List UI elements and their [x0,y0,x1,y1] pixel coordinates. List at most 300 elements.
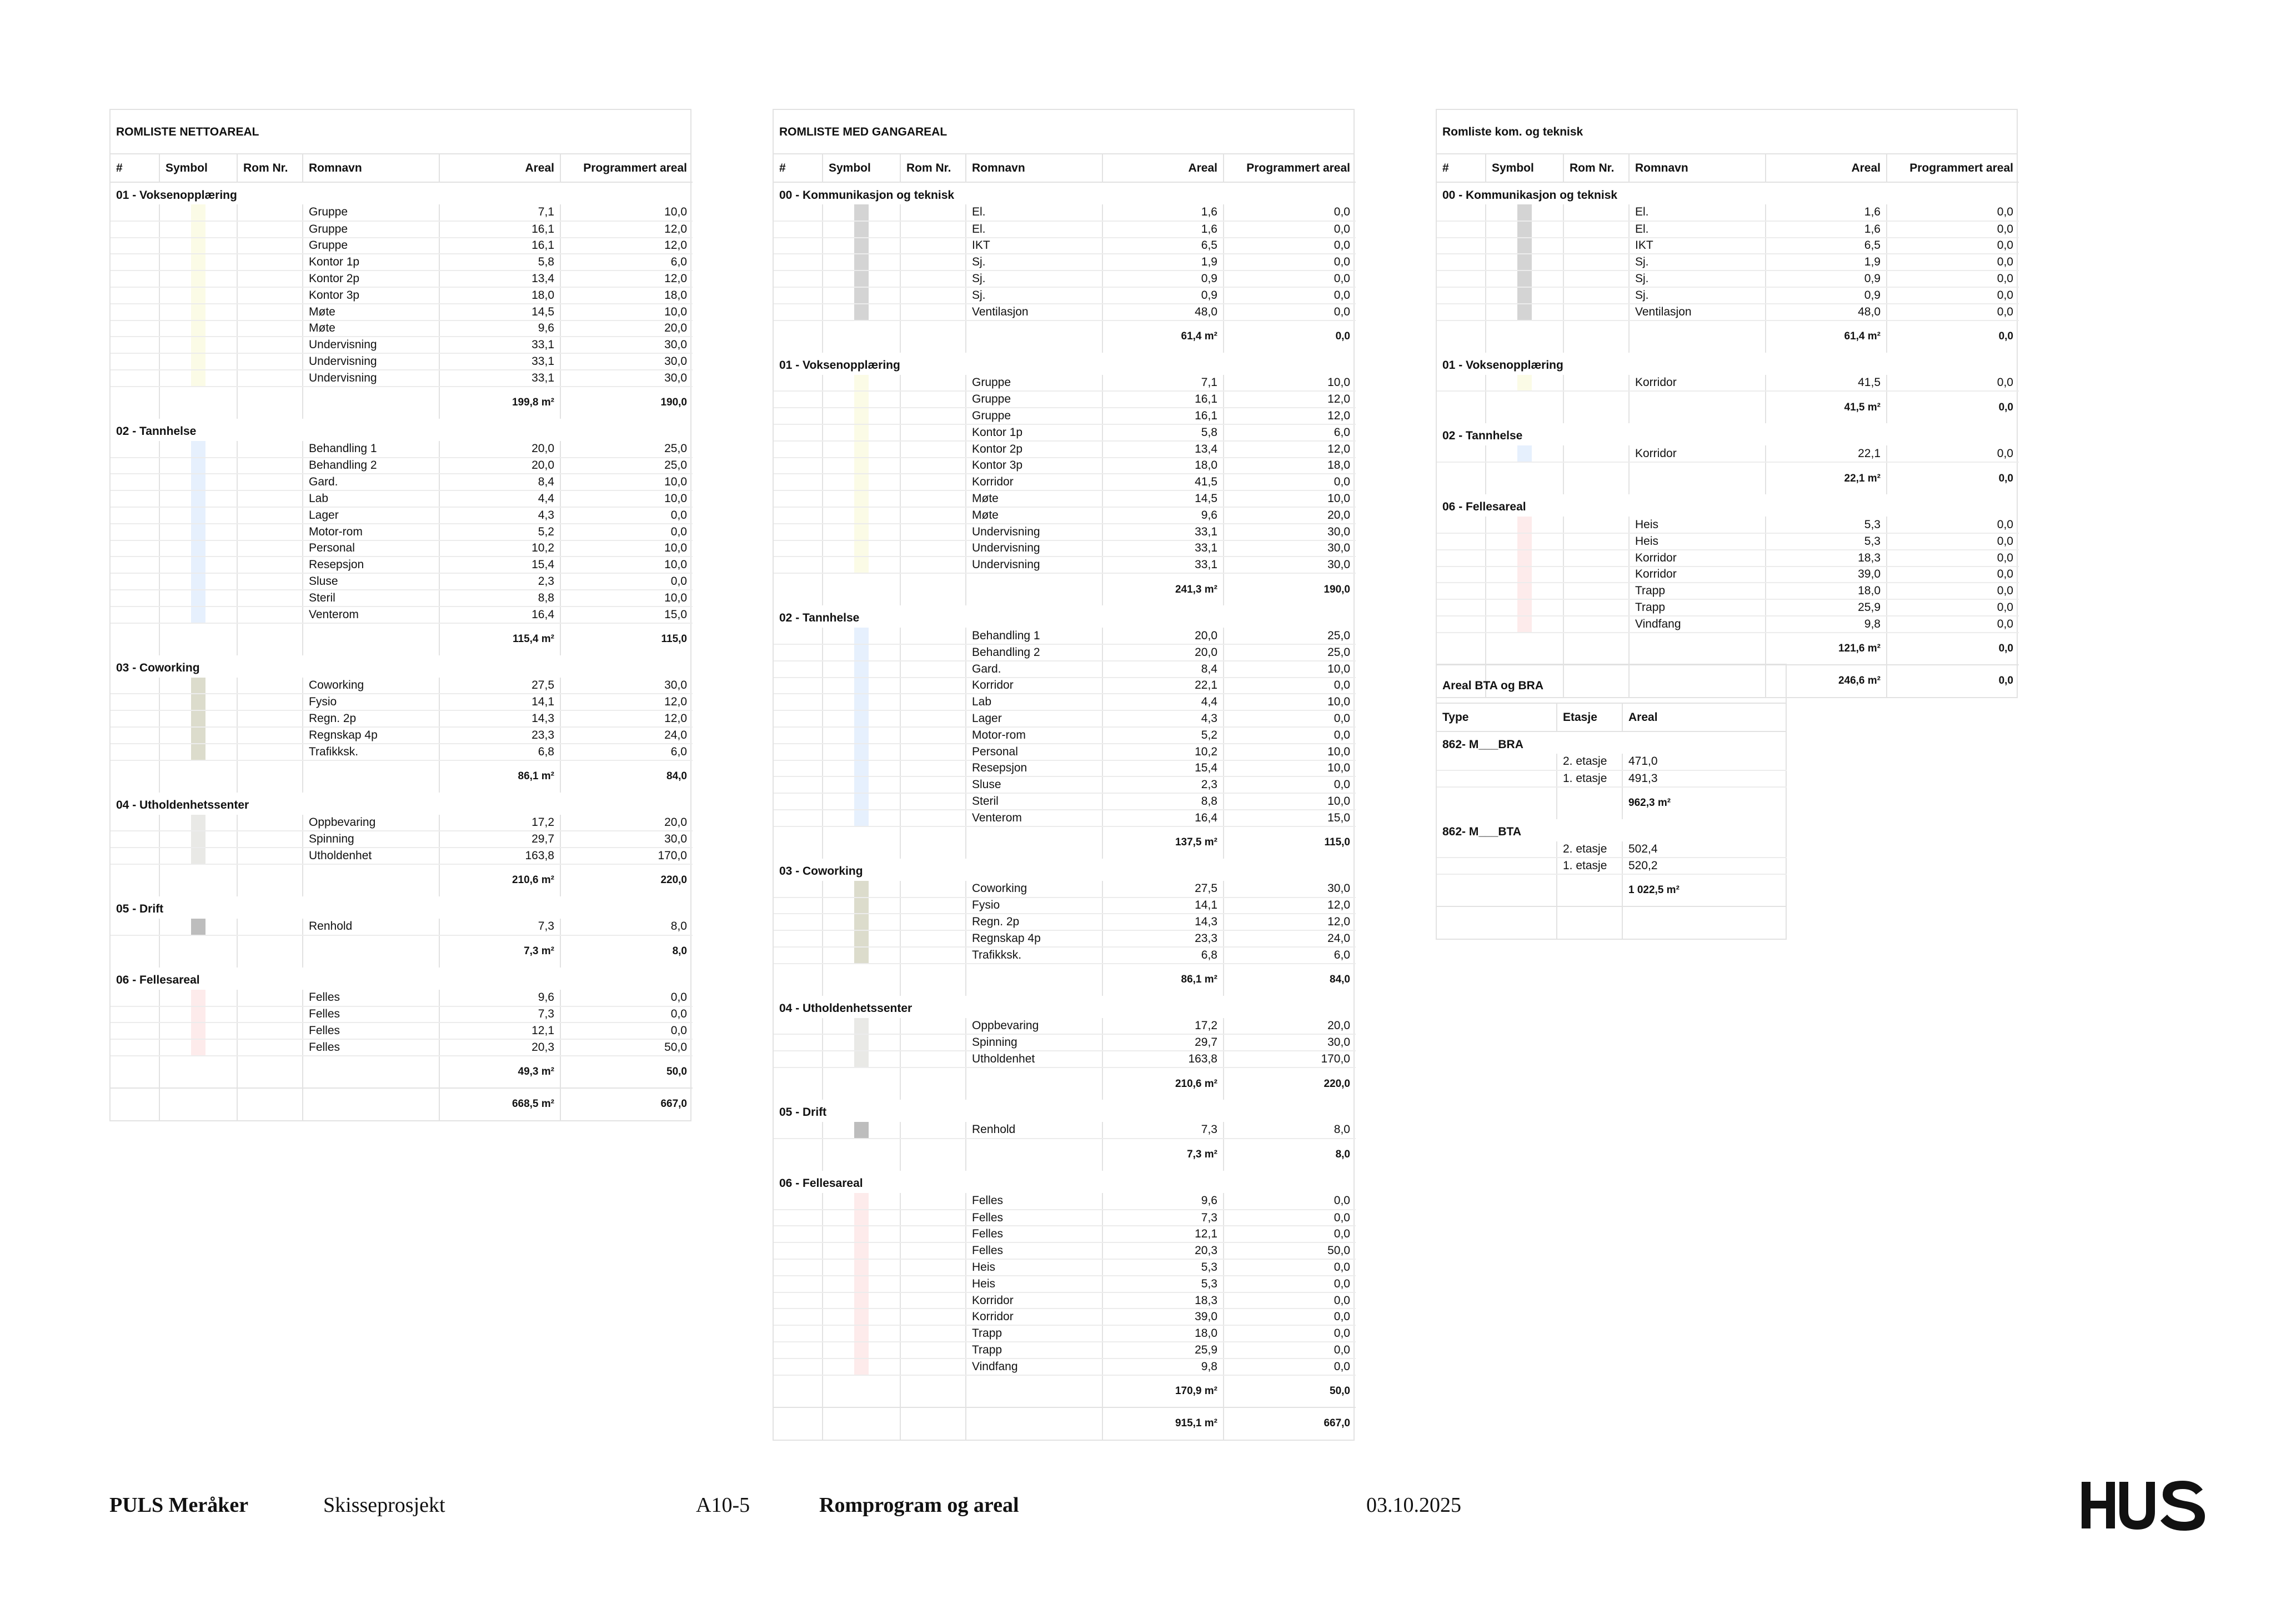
color-swatch [854,1193,869,1210]
room-nr-cell [1563,270,1629,287]
room-nr-cell [237,320,303,337]
room-row [111,540,693,557]
room-programmed-area: 0,0 [560,1006,693,1023]
room-number-cell [111,607,159,623]
color-swatch [191,354,205,370]
symbol-cell [823,441,900,458]
room-area: 14,5 [1102,490,1224,507]
color-swatch [854,524,869,540]
group-header-row [111,968,693,990]
symbol-cell [823,1226,900,1242]
empty-cell [1437,633,1486,665]
room-number-cell [774,424,823,441]
symbol-cell [159,919,237,935]
room-area: 33,1 [1102,540,1224,557]
room-number-cell [111,238,159,254]
symbol-cell [159,507,237,524]
group-header-row [774,353,1356,375]
room-row [774,304,1356,320]
col-header-number: # [111,154,159,182]
room-nr-cell [237,507,303,524]
room-area: 1,6 [1102,204,1224,221]
room-name: Undervisning [303,337,439,353]
symbol-cell [159,254,237,270]
room-area: 25,9 [1766,599,1887,616]
room-row [774,270,1356,287]
color-swatch [1517,204,1532,221]
room-area: 0,9 [1102,270,1224,287]
room-number-cell [111,557,159,573]
subtotal-programmed-area: 220,0 [560,864,693,896]
room-programmed-area: 0,0 [1224,1210,1356,1226]
room-area: 48,0 [1766,304,1887,320]
floor-name: 2. etasje [1557,754,1622,770]
symbol-cell [1486,550,1563,567]
room-area: 33,1 [1102,524,1224,540]
room-area: 14,3 [1102,914,1224,930]
room-programmed-area: 30,0 [1224,557,1356,573]
symbol-cell [823,391,900,408]
room-area: 5,3 [1766,517,1887,533]
room-nr-cell [237,540,303,557]
color-swatch [1517,271,1532,287]
color-swatch [191,491,205,507]
group-subtotal-row [774,320,1356,353]
color-swatch [854,794,869,810]
room-number-cell [774,507,823,524]
room-number-cell [774,557,823,573]
room-nr-cell [900,1193,966,1210]
sheet-number: A10-5 [696,1493,750,1517]
subtotal-programmed-area: 0,0 [1887,320,2019,353]
color-swatch [191,541,205,557]
group-name: 02 - Tannhelse [779,611,860,625]
color-swatch [191,204,205,221]
room-number-cell [774,661,823,678]
room-programmed-area: 0,0 [1224,474,1356,490]
room-nr-cell [1563,287,1629,304]
room-nr-cell [237,694,303,710]
symbol-cell [823,644,900,661]
room-nr-cell [237,270,303,287]
room-programmed-area: 0,0 [560,1022,693,1039]
color-swatch [191,711,205,727]
room-nr-cell [900,1359,966,1375]
room-programmed-area: 0,0 [1224,776,1356,793]
room-area: 1,6 [1766,204,1887,221]
col-header-programmed-area: Programmert areal [1887,154,2019,182]
room-name: Møte [966,490,1102,507]
room-name: Sj. [1629,270,1766,287]
room-area: 6,5 [1102,238,1224,254]
room-name: Motor-rom [303,524,439,540]
room-nr-cell [900,1292,966,1309]
room-table [111,154,693,1120]
symbol-cell [823,727,900,744]
room-name: Regnskap 4p [303,727,439,744]
empty-cell [966,573,1102,605]
room-area: 0,9 [1102,287,1224,304]
room-name: Lab [303,490,439,507]
room-row [1437,517,2019,533]
room-programmed-area: 15,0 [1224,810,1356,826]
room-name: Heis [1629,517,1766,533]
color-swatch [191,557,205,573]
room-row [774,810,1356,826]
color-swatch [191,337,205,353]
room-programmed-area: 8,0 [1224,1122,1356,1139]
room-row [774,1051,1356,1067]
room-number-cell [1437,445,1486,462]
color-swatch [1517,550,1532,567]
room-nr-cell [237,287,303,304]
room-number-cell [774,1292,823,1309]
room-nr-cell [900,727,966,744]
symbol-cell [823,881,900,898]
header-row [1437,154,2019,182]
room-name: Heis [966,1276,1102,1292]
empty-cell [1437,874,1557,906]
room-number-cell [774,540,823,557]
room-nr-cell [900,204,966,221]
group-name: 04 - Utholdenhetssenter [779,1001,913,1015]
room-programmed-area: 10,0 [1224,375,1356,392]
total-programmed-area: 0,0 [1887,665,2019,697]
room-area: 5,2 [439,524,560,540]
total-area: 915,1 m² [1102,1407,1224,1440]
symbol-cell [823,490,900,507]
room-nr-cell [237,490,303,507]
type-cell [1437,841,1557,858]
color-swatch [854,914,869,930]
room-programmed-area: 0,0 [1887,583,2019,599]
empty-cell [1437,320,1486,353]
room-area: 4,3 [439,507,560,524]
room-number-cell [1437,304,1486,320]
header-row [1437,704,1787,731]
color-swatch [854,694,869,710]
symbol-cell [823,221,900,238]
room-programmed-area: 15,0 [560,607,693,623]
room-programmed-area: 24,0 [1224,930,1356,947]
group-header-row [111,793,693,815]
room-nr-cell [900,441,966,458]
room-row [111,815,693,831]
symbol-cell [823,238,900,254]
room-number-cell [774,441,823,458]
room-area: 5,3 [1102,1259,1224,1276]
empty-cell [966,1407,1102,1440]
empty-cell [966,320,1102,353]
room-area: 6,5 [1766,238,1887,254]
room-name: Behandling 2 [966,644,1102,661]
sheet-title: Romprogram og areal [819,1493,1019,1517]
room-programmed-area: 6,0 [560,254,693,270]
col-header-symbol: Symbol [159,154,237,182]
floor-name: 1. etasje [1557,858,1622,874]
room-area: 2,3 [1102,776,1224,793]
subtotal-area: 210,6 m² [1102,1067,1224,1100]
room-programmed-area: 20,0 [560,815,693,831]
room-number-cell [774,710,823,727]
col-header-number: # [774,154,823,182]
subtotal-area: 22,1 m² [1766,462,1887,494]
room-programmed-area: 10,0 [1224,760,1356,777]
color-swatch [854,508,869,524]
color-swatch [191,254,205,270]
room-name: Regn. 2p [303,710,439,727]
room-area: 8,8 [1102,793,1224,810]
color-swatch [191,1023,205,1039]
room-name: Møte [303,320,439,337]
empty-cell [774,1375,823,1407]
room-area: 163,8 [1102,1051,1224,1067]
symbol-cell [159,540,237,557]
room-name: Sj. [966,270,1102,287]
room-area: 14,1 [439,694,560,710]
room-area: 0,9 [1766,270,1887,287]
room-number-cell [111,270,159,287]
room-programmed-area: 30,0 [1224,1034,1356,1051]
room-programmed-area: 0,0 [560,573,693,590]
subtotal-programmed-area: 8,0 [560,935,693,968]
room-number-cell [1437,550,1486,567]
subtotal-area: 7,3 m² [439,935,560,968]
room-name: Steril [303,590,439,607]
color-swatch [854,1122,869,1139]
room-programmed-area: 24,0 [560,727,693,744]
symbol-cell [159,238,237,254]
symbol-cell [1486,445,1563,462]
room-nr-cell [1563,204,1629,221]
room-programmed-area: 0,0 [1887,304,2019,320]
room-number-cell [111,507,159,524]
empty-cell [1437,462,1486,494]
room-name: Sluse [966,776,1102,793]
room-nr-cell [237,524,303,540]
room-number-cell [1437,287,1486,304]
empty-cell [303,760,439,793]
room-programmed-area: 10,0 [560,490,693,507]
empty-cell [303,1056,439,1088]
subtotal-programmed-area: 115,0 [1224,826,1356,859]
room-number-cell [774,474,823,490]
type-cell [1437,770,1557,787]
empty-cell [1557,787,1622,819]
room-programmed-area: 20,0 [560,320,693,337]
symbol-cell [1486,567,1563,583]
room-nr-cell [900,644,966,661]
group-subtotal-row [1437,320,2019,353]
room-row [774,1342,1356,1359]
room-name: Ventilasjon [966,304,1102,320]
room-area: 6,8 [439,744,560,760]
room-name: Personal [966,744,1102,760]
color-swatch [1517,375,1532,392]
room-area: 25,9 [1102,1342,1224,1359]
col-header-room-name: Romnavn [1629,154,1766,182]
group-subtotal-row [774,964,1356,996]
empty-cell [159,1088,237,1120]
room-number-cell [111,370,159,387]
room-area: 16,1 [439,238,560,254]
room-area: 10,2 [439,540,560,557]
subtotal-area: 199,8 m² [439,387,560,419]
subtotal-programmed-area: 84,0 [1224,964,1356,996]
room-name: El. [966,221,1102,238]
group-name: 01 - Voksenopplæring [116,188,237,202]
group-name: 862- M___BTA [1442,825,1521,838]
room-area: 2,3 [439,573,560,590]
symbol-cell [159,221,237,238]
room-name: IKT [966,238,1102,254]
room-row [774,727,1356,744]
empty-cell [966,1067,1102,1100]
room-name: Undervisning [966,540,1102,557]
room-area: 27,5 [439,678,560,694]
room-number-cell [774,1309,823,1325]
subtotal-area: 137,5 m² [1102,826,1224,859]
room-number-cell [774,678,823,694]
symbol-cell [823,776,900,793]
color-swatch [854,1260,869,1276]
room-number-cell [111,573,159,590]
room-number-cell [111,490,159,507]
room-row [111,831,693,848]
room-row [111,607,693,623]
color-swatch [854,711,869,727]
header-row [774,154,1356,182]
room-number-cell [111,919,159,935]
room-nr-cell [900,270,966,287]
room-row [111,304,693,320]
room-number-cell [111,744,159,760]
empty-cell [1563,633,1629,665]
room-area: 4,4 [1102,694,1224,710]
room-row [111,221,693,238]
symbol-cell [159,524,237,540]
room-area: 5,2 [1102,727,1224,744]
color-swatch [854,1293,869,1309]
room-area: 1,9 [1102,254,1224,270]
room-nr-cell [900,776,966,793]
room-name: Korridor [966,474,1102,490]
room-nr-cell [900,1018,966,1035]
symbol-cell [823,710,900,727]
symbol-cell [159,370,237,387]
room-row [111,441,693,458]
room-number-cell [111,590,159,607]
empty-cell [774,573,823,605]
empty-cell [900,573,966,605]
room-number-cell [774,1242,823,1259]
room-row [111,694,693,710]
room-name: Trapp [966,1325,1102,1342]
room-number-cell [774,1122,823,1139]
color-swatch [191,238,205,254]
room-area: 48,0 [1102,304,1224,320]
room-nr-cell [1563,616,1629,633]
room-name: Kontor 2p [966,441,1102,458]
table-title: ROMLISTE MED GANGAREAL [774,110,1353,154]
room-area: 20,0 [439,441,560,458]
color-swatch [854,628,869,644]
room-row [774,1210,1356,1226]
room-programmed-area: 0,0 [1887,599,2019,616]
symbol-cell [1486,616,1563,633]
room-row [1437,238,2019,254]
room-name: Korridor [1629,567,1766,583]
empty-cell [1629,633,1766,665]
room-row [774,898,1356,914]
symbol-cell [159,320,237,337]
grand-total-row [774,1407,1356,1440]
floor-name: 2. etasje [1557,841,1622,858]
room-nr-cell [900,947,966,964]
room-programmed-area: 0,0 [1224,238,1356,254]
room-number-cell [111,1039,159,1056]
room-nr-cell [900,557,966,573]
room-row [1437,375,2019,392]
room-name: Personal [303,540,439,557]
room-number-cell [1437,270,1486,287]
room-nr-cell [237,337,303,353]
subtotal-programmed-area: 50,0 [1224,1375,1356,1407]
room-number-cell [111,710,159,727]
room-number-cell [111,540,159,557]
symbol-cell [823,254,900,270]
empty-cell [900,320,966,353]
room-programmed-area: 0,0 [1224,678,1356,694]
room-nr-cell [900,1034,966,1051]
room-area: 20,3 [1102,1242,1224,1259]
room-number-cell [111,221,159,238]
room-programmed-area: 0,0 [1887,221,2019,238]
color-swatch [854,271,869,287]
room-programmed-area: 10,0 [1224,694,1356,710]
total-programmed-area: 667,0 [560,1088,693,1120]
col-header-symbol: Symbol [823,154,900,182]
room-number-cell [774,727,823,744]
symbol-cell [823,914,900,930]
room-nr-cell [237,474,303,490]
symbol-cell [159,727,237,744]
room-programmed-area: 0,0 [1224,254,1356,270]
color-swatch [1517,222,1532,238]
room-area: 22,1 [1102,678,1224,694]
empty-cell [159,760,237,793]
room-row [111,590,693,607]
room-name: Sluse [303,573,439,590]
symbol-cell [159,304,237,320]
subtotal-area: 115,4 m² [439,623,560,655]
room-row [774,1292,1356,1309]
empty-cell [823,1139,900,1171]
room-row [111,490,693,507]
symbol-cell [823,1051,900,1067]
symbol-cell [1486,533,1563,550]
group-header-row [774,1100,1356,1122]
symbol-cell [159,607,237,623]
room-nr-cell [237,831,303,848]
symbol-cell [823,1034,900,1051]
group-header-row [1437,494,2019,517]
symbol-cell [1486,599,1563,616]
room-area: 12,1 [1102,1226,1224,1242]
room-programmed-area: 30,0 [1224,881,1356,898]
room-nr-cell [900,304,966,320]
room-row [774,1226,1356,1242]
